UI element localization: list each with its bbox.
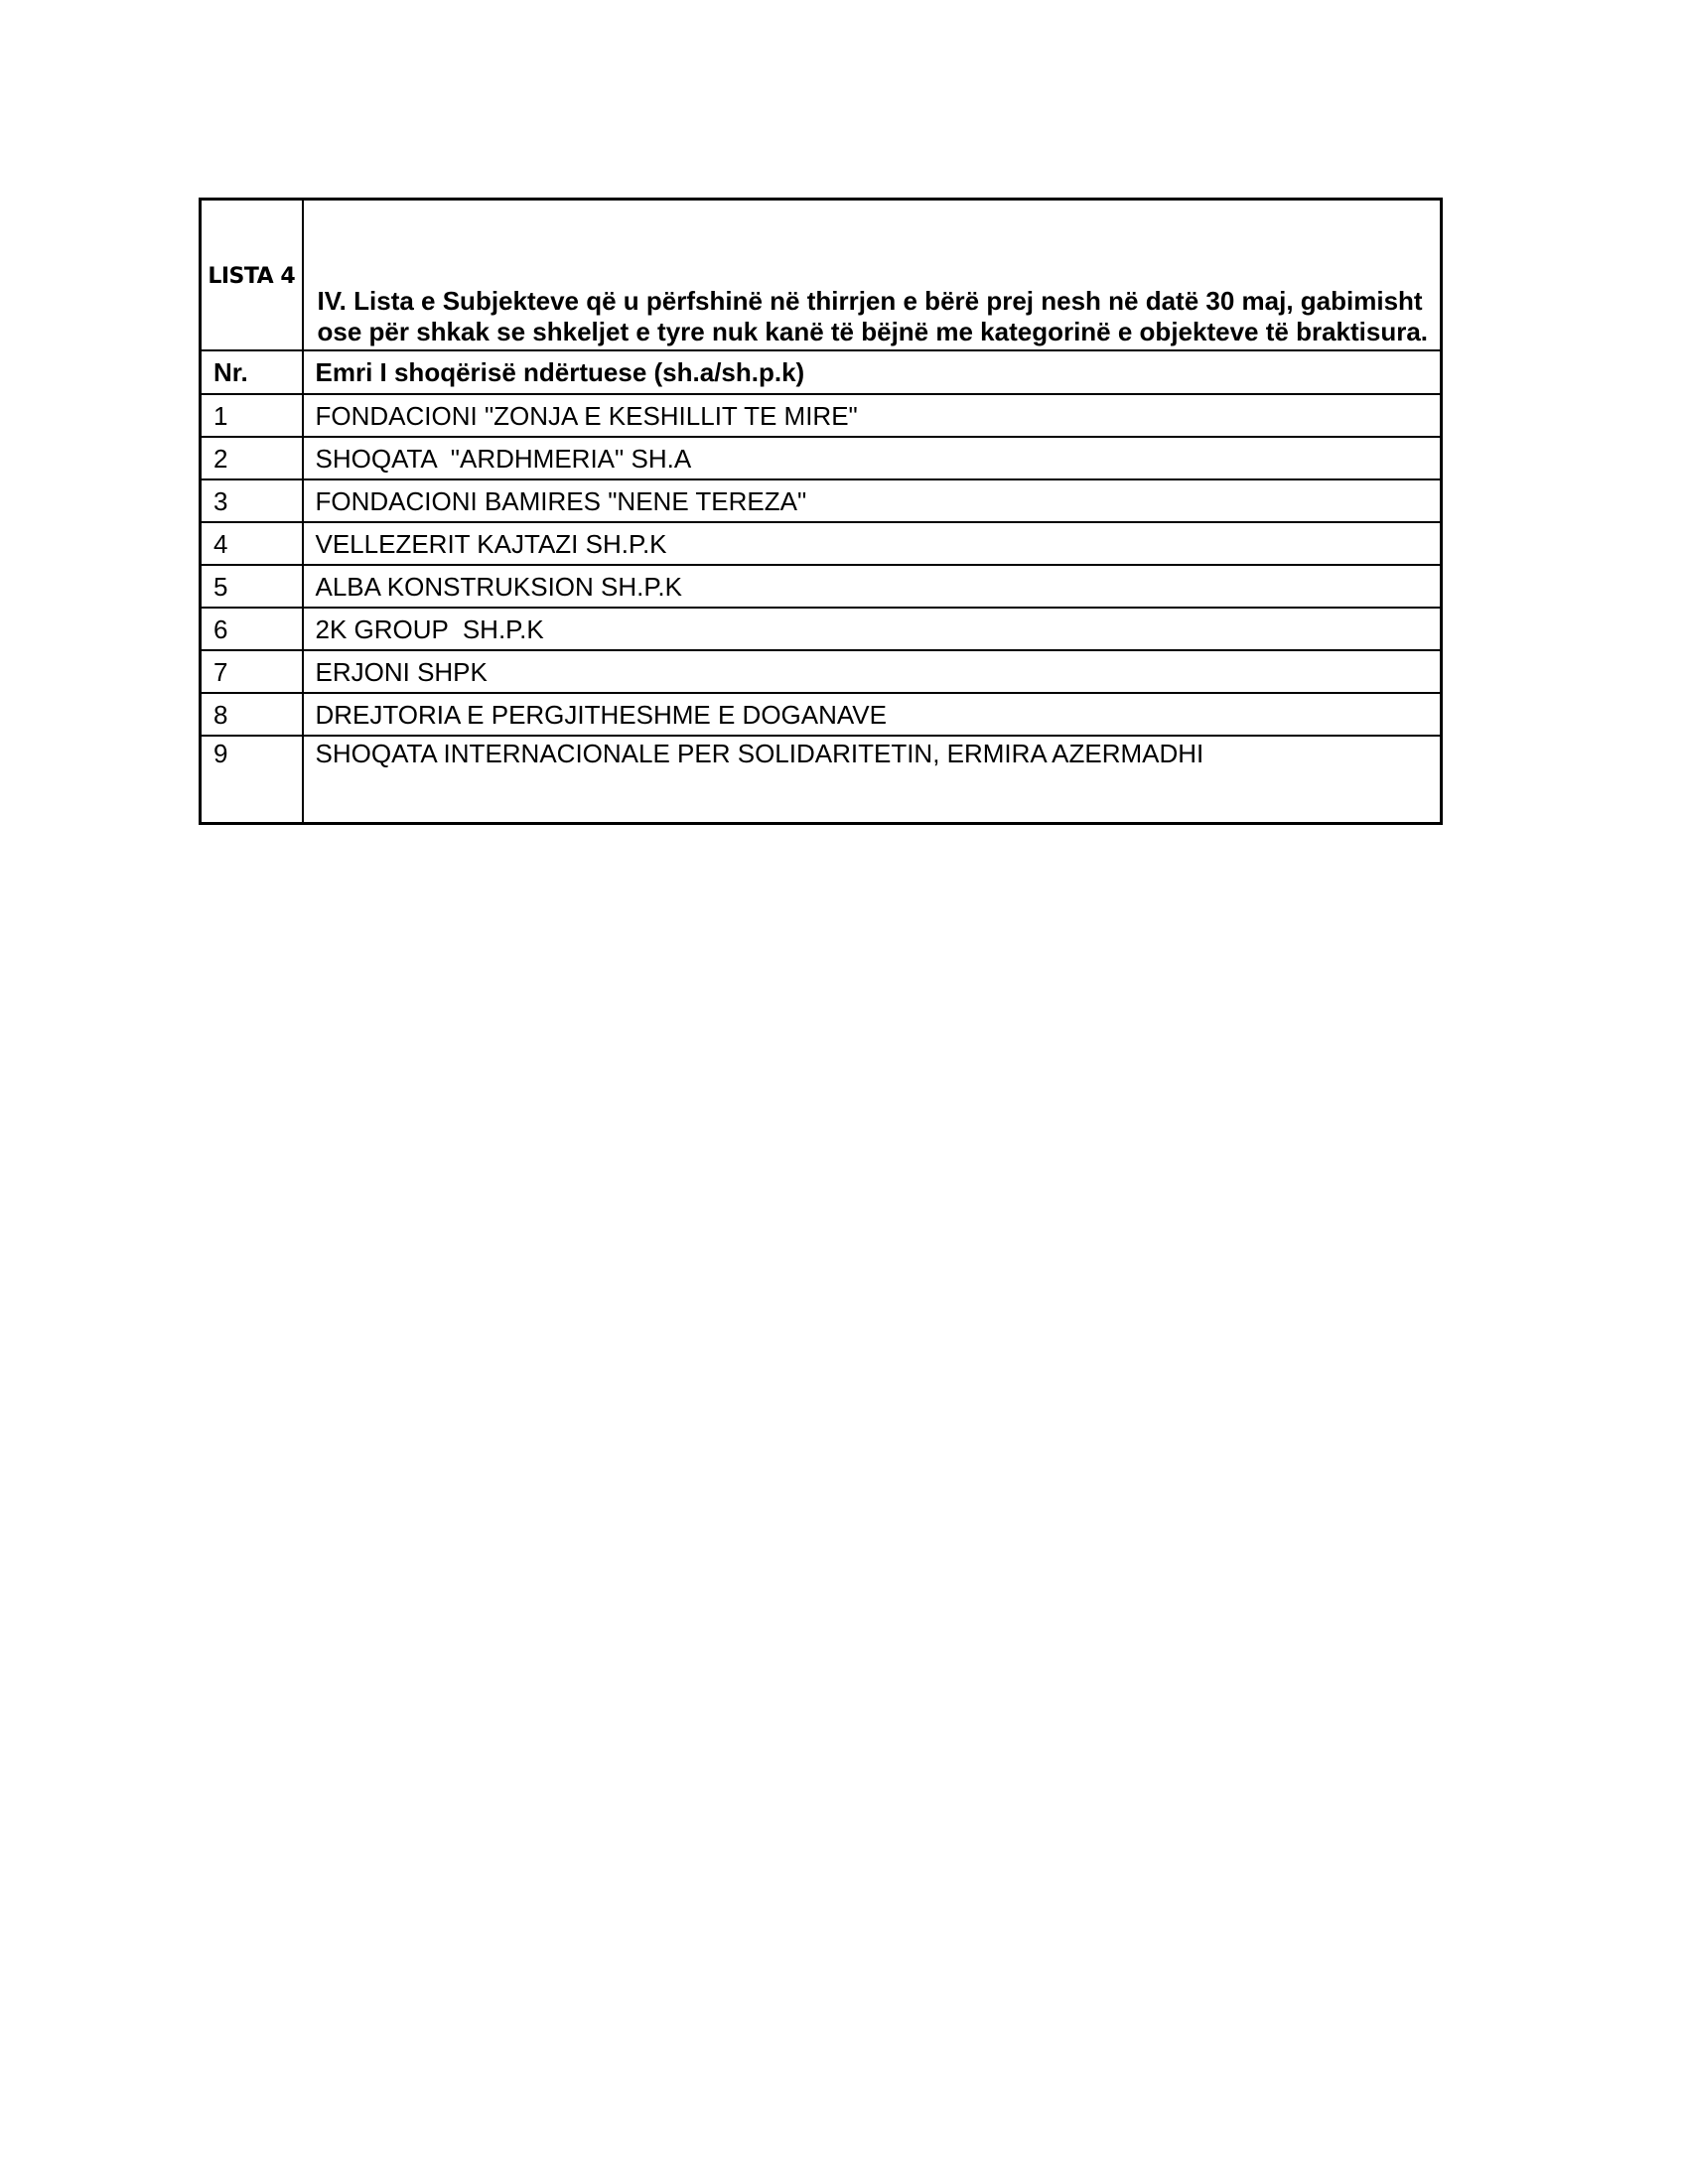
table-row bbox=[201, 565, 1442, 608]
row-number: 3 bbox=[201, 479, 303, 522]
row-number: 4 bbox=[201, 522, 303, 565]
row-company-name: VELLEZERIT KAJTAZI SH.P.K bbox=[303, 522, 1442, 565]
row-number: 5 bbox=[201, 565, 303, 608]
list-label-cell bbox=[201, 200, 303, 351]
row-number: 9 bbox=[201, 736, 303, 824]
table-row bbox=[201, 394, 1442, 437]
table-row bbox=[201, 650, 1442, 693]
row-number: 8 bbox=[201, 693, 303, 736]
list-label: LISTA 4 bbox=[208, 263, 296, 289]
subjects-table bbox=[199, 198, 1443, 825]
table-row bbox=[201, 479, 1442, 522]
row-company-name: FONDACIONI "ZONJA E KESHILLIT TE MIRE" bbox=[303, 394, 1442, 437]
table-row bbox=[201, 522, 1442, 565]
row-company-name: ERJONI SHPK bbox=[303, 650, 1442, 693]
row-company-name: DREJTORIA E PERGJITHESHME E DOGANAVE bbox=[303, 693, 1442, 736]
row-number: 7 bbox=[201, 650, 303, 693]
column-header-nr: Nr. bbox=[201, 350, 303, 394]
table-title-row bbox=[201, 200, 1442, 351]
row-number: 2 bbox=[201, 437, 303, 479]
table-row bbox=[201, 693, 1442, 736]
row-company-name: ALBA KONSTRUKSION SH.P.K bbox=[303, 565, 1442, 608]
row-company-name: SHOQATA "ARDHMERIA" SH.A bbox=[303, 437, 1442, 479]
row-company-name: 2K GROUP SH.P.K bbox=[303, 608, 1442, 650]
row-number: 1 bbox=[201, 394, 303, 437]
column-header-name: Emri I shoqërisë ndërtuese (sh.a/sh.p.k) bbox=[303, 350, 1442, 394]
table-body bbox=[201, 200, 1442, 824]
row-company-name: FONDACIONI BAMIRES "NENE TEREZA" bbox=[303, 479, 1442, 522]
table-row bbox=[201, 437, 1442, 479]
list-title: IV. Lista e Subjekteve që u përfshinë në thirrjen e bërë prej nesh në datë 30 maj, gabimisht ose për shkak se shkeljet e tyre nuk kanë të bëjnë me kategorinë e objekteve të braktisura. bbox=[317, 286, 1429, 346]
table-row bbox=[201, 608, 1442, 650]
table-header-row bbox=[201, 350, 1442, 394]
row-company-name: SHOQATA INTERNACIONALE PER SOLIDARITETIN, ERMIRA AZERMADHI bbox=[303, 736, 1442, 824]
row-number: 6 bbox=[201, 608, 303, 650]
table-row bbox=[201, 736, 1442, 824]
list-title-cell bbox=[303, 200, 1442, 351]
